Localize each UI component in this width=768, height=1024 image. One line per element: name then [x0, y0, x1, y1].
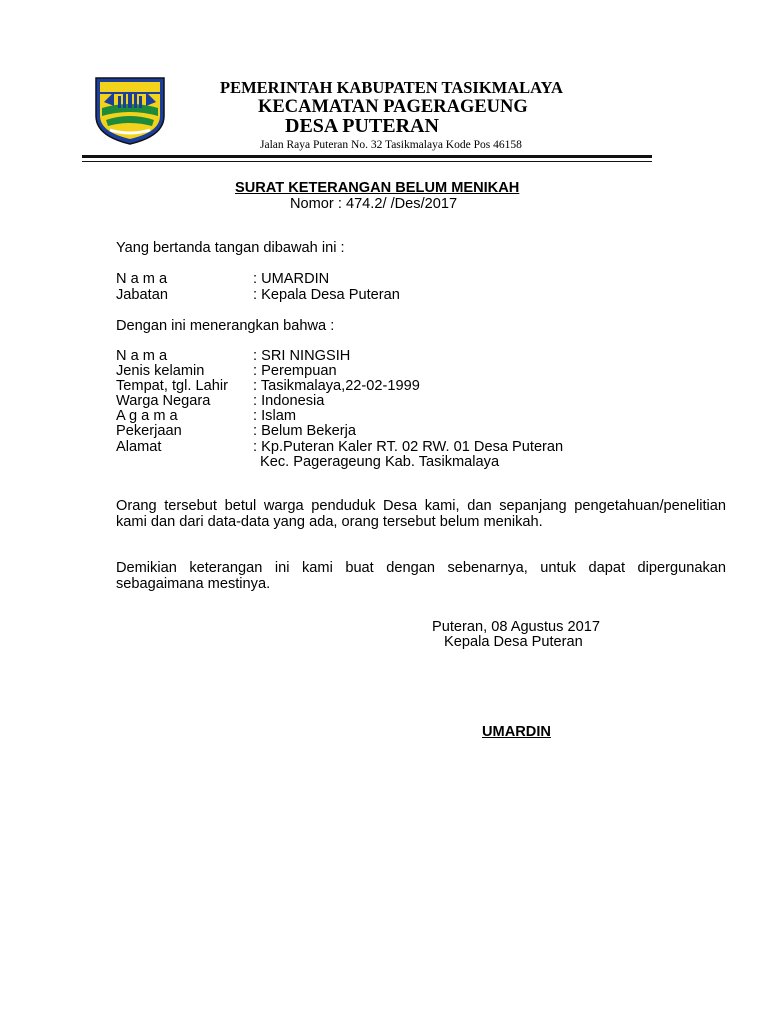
field-value: : Perempuan	[253, 363, 337, 379]
field-value: : Tasikmalaya,22-02-1999	[253, 378, 420, 394]
letterhead-divider-thin	[82, 161, 652, 162]
field-label: Tempat, tgl. Lahir	[116, 378, 228, 394]
intro-text: Yang bertanda tangan dibawah ini :	[116, 240, 345, 256]
field-value: : Belum Bekerja	[253, 423, 357, 439]
field-label: Jabatan	[116, 287, 168, 303]
field-value: : Indonesia	[253, 393, 325, 409]
field-value: : Kepala Desa Puteran	[253, 287, 400, 303]
field-value: : UMARDIN	[253, 271, 330, 287]
field-value: : Kp.Puteran Kaler RT. 02 RW. 01 Desa Puteran	[253, 439, 564, 455]
field-label: N a m a	[116, 348, 168, 364]
field-label: Pekerjaan	[116, 423, 182, 439]
letterhead-divider-thick	[82, 155, 652, 158]
letterhead-district: KECAMATAN PAGERAGEUNG	[258, 97, 528, 117]
letter-title: SURAT KETERANGAN BELUM MENIKAH	[235, 180, 520, 196]
letterhead-village: DESA PUTERAN	[285, 115, 439, 137]
closing-paragraph: Demikian keterangan ini kami buat dengan sebenarnya, untuk dapat dipergunakan sebagaimana mestinya.	[116, 560, 726, 592]
field-label: Alamat	[116, 439, 162, 455]
field-label: N a m a	[116, 271, 168, 287]
signature-name: UMARDIN	[482, 724, 551, 740]
statement-paragraph: Orang tersebut betul warga penduduk Desa kami, dan sepanjang pengetahuan/penelitian kami dan dari data-data yang ada, orang tersebut belum menikah.	[116, 498, 726, 530]
field-value: : Islam	[253, 408, 296, 424]
field-label: Warga Negara	[116, 393, 211, 409]
village-emblem	[92, 72, 168, 146]
letterhead-regency: PEMERINTAH KABUPATEN TASIKMALAYA	[220, 78, 563, 97]
letter-number: Nomor : 474.2/ /Des/2017	[290, 196, 458, 212]
field-label: A g a m a	[116, 408, 178, 424]
signature-place-date: Puteran, 08 Agustus 2017	[432, 619, 600, 635]
statement-intro: Dengan ini menerangkan bahwa :	[116, 318, 335, 334]
field-label: Jenis kelamin	[116, 363, 205, 379]
field-value: : SRI NINGSIH	[253, 348, 351, 364]
subject-address-continuation: Kec. Pagerageung Kab. Tasikmalaya	[260, 454, 500, 470]
emblem-icon	[92, 72, 168, 146]
signature-position: Kepala Desa Puteran	[444, 634, 583, 650]
letterhead-address: Jalan Raya Puteran No. 32 Tasikmalaya Kode Pos 46158	[260, 139, 522, 151]
